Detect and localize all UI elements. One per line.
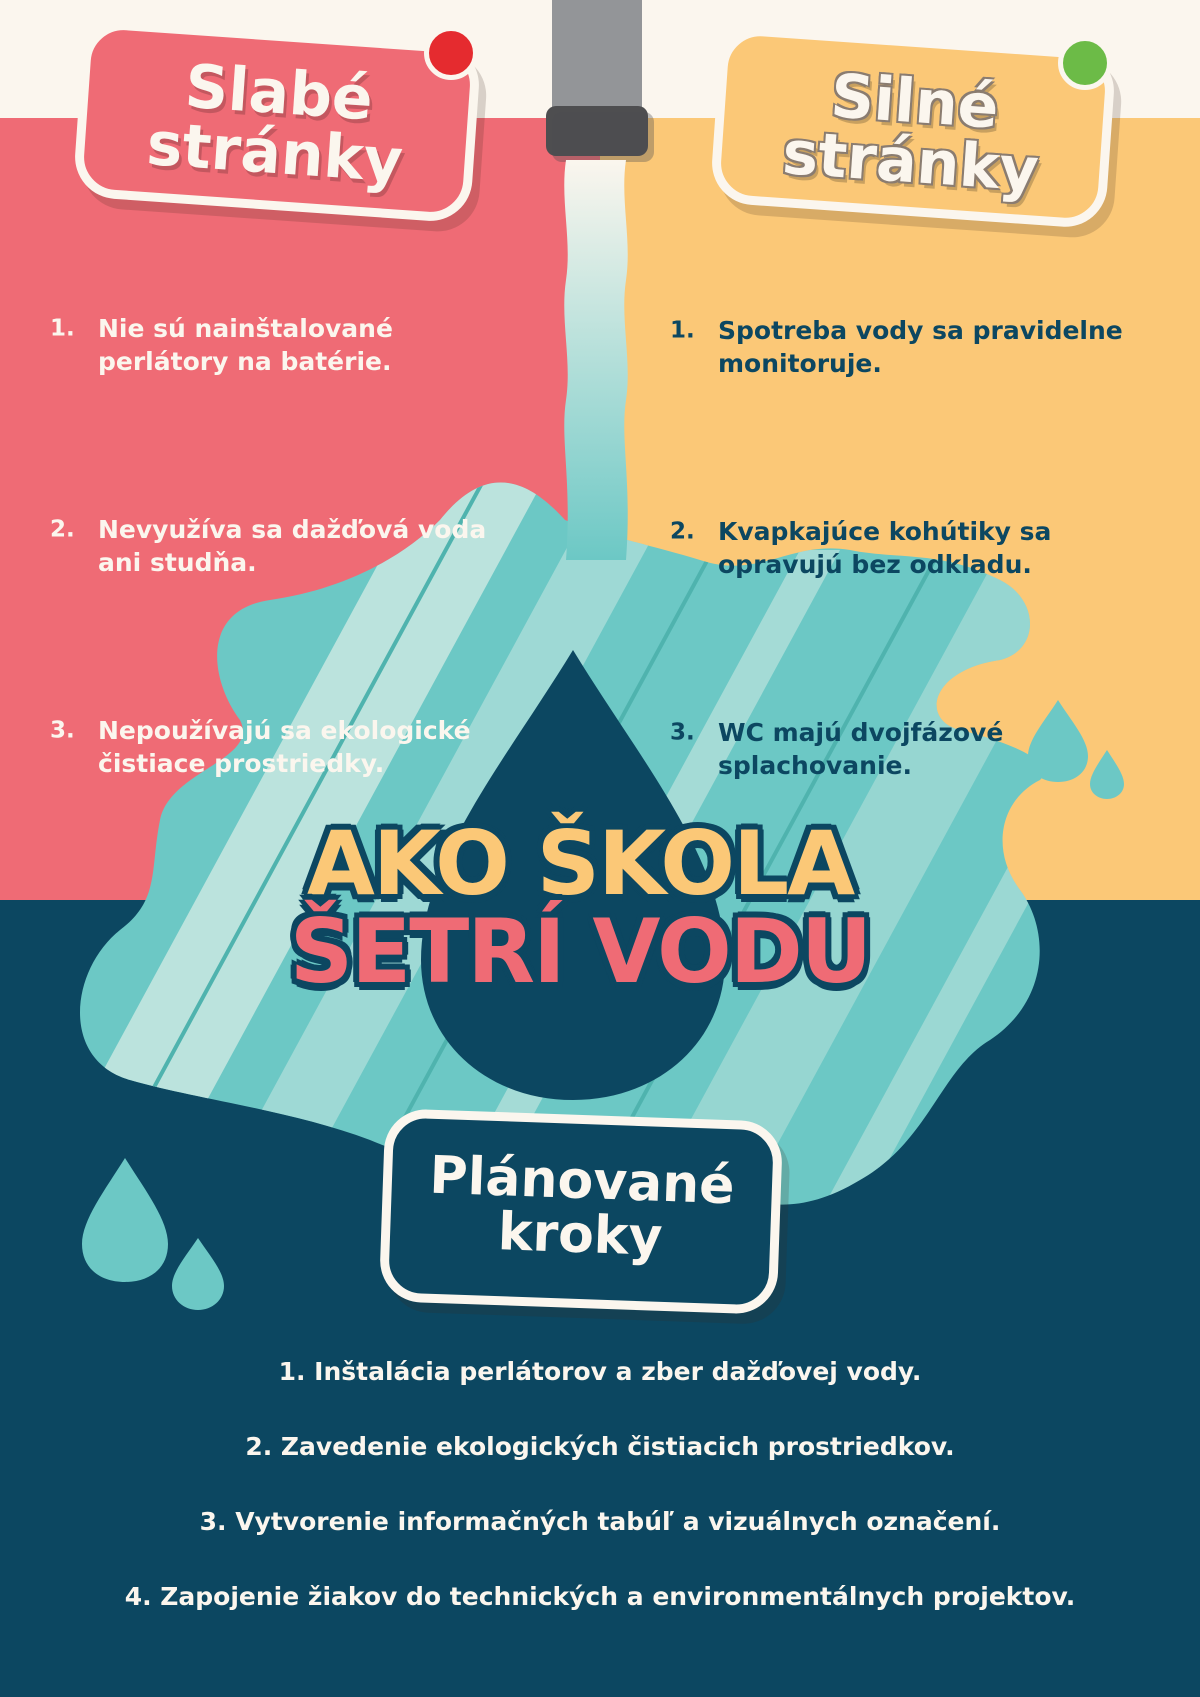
weaknesses-badge (72, 18, 481, 223)
plan-list (0, 1355, 1200, 1655)
item-text: Nie sú nainštalované perlátory na batérie. (98, 314, 393, 376)
item-number: 2. (670, 518, 695, 544)
plan-title: Plánované kroky (428, 1145, 736, 1268)
item-text: Nevyužíva sa dažďová voda ani studňa. (98, 515, 487, 577)
weaknesses-list (50, 246, 550, 849)
weakness-item (50, 447, 550, 612)
plan-badge (379, 1108, 783, 1315)
item-number: 3. (670, 719, 695, 745)
weakness-item (50, 648, 550, 813)
plan-item: 4. Zapojenie žiakov do technických a environmentálnych projektov. (124, 1582, 1076, 1611)
title-line-2: ŠETRÍ VODU (289, 900, 871, 1003)
plan-item: 3. Vytvorenie informačných tabúľ a vizuálnych označení. (199, 1507, 1001, 1536)
item-number: 3. (50, 717, 75, 743)
item-text: Nepoužívajú sa ekologické čistiace prostriedky. (98, 716, 471, 778)
weaknesses-title: Slabé stránky (144, 51, 405, 197)
green-status-dot (1058, 36, 1112, 90)
plan-item: 2. Zavedenie ekologických čistiacich prostriedkov. (245, 1432, 955, 1461)
water-stream (564, 160, 627, 560)
strengths-badge (709, 24, 1116, 229)
item-text: Spotreba vody sa pravidelne monitoruje. (718, 316, 1123, 378)
item-number: 2. (50, 516, 75, 542)
water-drop-icon (172, 1238, 224, 1310)
strengths-title: Silné stránky (780, 61, 1041, 206)
weakness-item (50, 246, 550, 411)
item-text: WC majú dvojfázové splachovanie. (718, 718, 1004, 780)
strength-item (670, 650, 1190, 815)
item-number: 1. (670, 317, 695, 343)
item-number: 1. (50, 315, 75, 341)
plan-item: 1. Inštalácia perlátorov a zber dažďovej vody. (278, 1357, 922, 1386)
faucet-icon (546, 0, 654, 162)
item-text: Kvapkajúce kohútiky sa opravujú bez odkladu. (718, 517, 1052, 579)
red-status-dot (424, 26, 478, 80)
title-line-1: AKO ŠKOLA (306, 812, 854, 915)
strength-item (670, 449, 1190, 614)
strength-item (670, 248, 1190, 413)
water-drop-icon (82, 1158, 168, 1282)
strengths-list (670, 248, 1190, 851)
main-title (240, 812, 920, 1003)
